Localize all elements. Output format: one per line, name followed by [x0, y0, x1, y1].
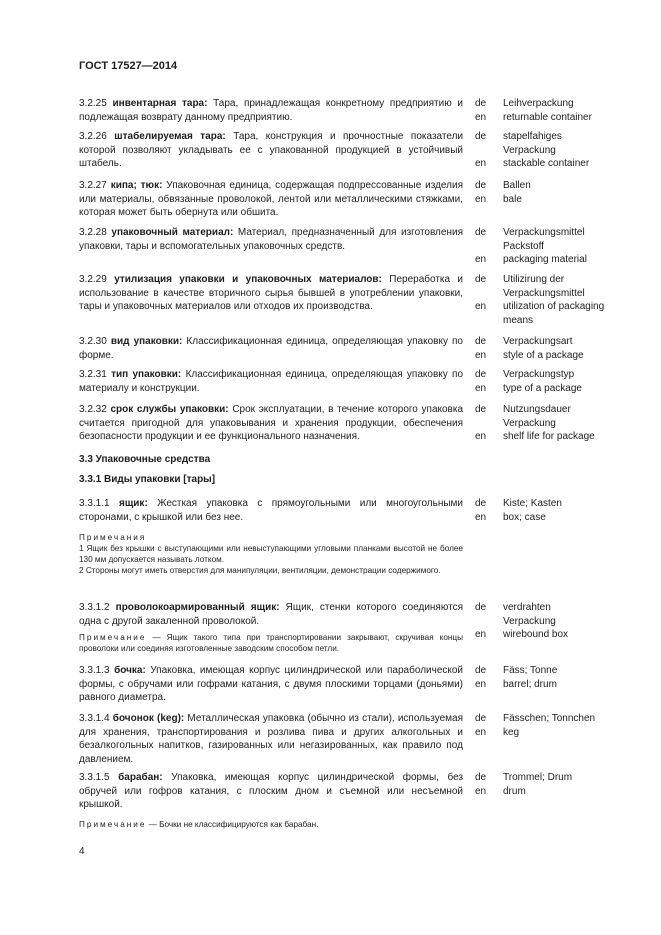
lang-codes: de en: [475, 602, 487, 640]
lang-codes: de en: [475, 336, 487, 361]
document-header: ГОСТ 17527—2014: [79, 60, 178, 72]
note-text: — Ящик такого типа при транспортировании закрывают, скручивая концы проволоки или соединяя изготовленные заводским способом петли.: [79, 633, 463, 653]
lang-codes: de en: [475, 369, 487, 394]
foreign-equivalents: Utilizirung der Verpackungsmittel utilization of packaging means: [503, 274, 605, 326]
term-entry: 3.2.29 утилизация упаковки и упаковочных материалов: Переработка и использование в качестве вторичного сырья бывшей в употреблении упаковки, тары и упаковочных материалов или отходов их производства.: [79, 274, 464, 312]
subsection-heading: 3.3.1 Виды упаковки [тары]: [79, 474, 216, 485]
foreign-equivalents: Nutzungsdauer Verpackung shelf life for package: [503, 404, 595, 442]
foreign-equivalents: Verpackungstyp type of a package: [503, 369, 582, 394]
note-block: [79, 632, 463, 654]
foreign-equivalents: Trommel; Drum drum: [503, 772, 573, 797]
term-entry: 3.3.1.5 барабан: Упаковка, имеющая корпус цилиндрической формы, без обручей или гофров катания, с плоским дном и съемной или несъемной крышкой.: [79, 772, 464, 810]
lang-codes: de en: [475, 98, 487, 123]
term-entry: 3.2.31 тип упаковки: Классификационная единица, определяющая упаковку по материалу и конструкции.: [79, 369, 464, 394]
note-title: Примечания: [79, 533, 147, 542]
note-item: 1 Ящик без крышки с выступающими или невыступающими угловыми планками высотой не более 130 мм допускается называть лотком.: [79, 544, 463, 564]
foreign-equivalents: Fäss; Tonne barrel; drum: [503, 665, 558, 690]
term-entry: 3.3.1.2 проволокоармированный ящик: Ящик, стенки которого соединяются одна с другой закаленной проволокой.: [79, 602, 464, 627]
lang-codes: de en: [475, 498, 487, 523]
lang-codes: de en: [475, 713, 487, 738]
term-entry: 3.2.27 кипа; тюк: Упаковочная единица, содержащая подпрессованные изделия или материалы, обвязанные проволокой, лентой или металлическими стяжками, которая может быть обернута или обшита.: [79, 180, 463, 218]
page-number: 4: [79, 846, 85, 857]
lang-codes: de en: [475, 131, 487, 169]
foreign-equivalents: Leihverpackung returnable container: [503, 98, 592, 123]
term-entry: 3.3.1.4 бочонок (keg): Металлическая упаковка (обычно из стали), используемая для хранения, транспортирования и розлива пива и других алкогольных и безалкогольных напитков, газированных или негазированных, как правило под давлением.: [79, 713, 464, 765]
lang-codes: de en: [475, 274, 487, 312]
foreign-equivalents: Verpackungsmittel Packstoff packaging material: [503, 227, 587, 265]
term-entry: 3.2.26 штабелируемая тара: Тара, конструкция и прочностные показатели которой позволяют укладывать ее с упакованной продукцией в устойчивый штабель.: [79, 131, 463, 169]
note-label: Примечание: [79, 633, 147, 642]
lang-codes: de en: [475, 772, 487, 797]
lang-codes: de en: [475, 180, 487, 205]
note-item: 2 Стороны могут иметь отверстия для манипуляции, вентиляции, демонстрации содержимого.: [79, 566, 441, 575]
term-entry: 3.2.30 вид упаковки: Классификационная единица, определяющая упаковку по форме.: [79, 336, 463, 361]
lang-codes: de en: [475, 404, 487, 442]
term-entry: 3.3.1.3 бочка: Упаковка, имеющая корпус цилиндрической или параболической формы, с обручами или гофрами катания, с двумя плоскими торцами (доньями) равного диаметра.: [79, 665, 464, 703]
section-heading: 3.3 Упаковочные средства: [79, 454, 211, 465]
note-block: [79, 819, 463, 830]
note-text: — Бочки не классифицируются как барабан.: [146, 820, 319, 829]
term-entry: 3.2.28 упаковочный материал: Материал, предназначенный для изготовления упаковки, тары и вспомогательных упаковочных средств.: [79, 227, 463, 252]
foreign-equivalents: verdrahten Verpackung wirebound box: [503, 602, 569, 640]
note-block: [79, 532, 463, 576]
term-entry: 3.2.32 срок службы упаковки: Срок эксплуатации, в течение которого упаковка считается пригодной для упаковывания и хранения продукции, обеспечения безопасности продукции и ее функционального назначения.: [79, 404, 464, 442]
lang-codes: de en: [475, 227, 487, 265]
lang-codes: de en: [475, 665, 487, 690]
foreign-equivalents: stapelfahiges Verpackung stackable container: [503, 131, 590, 169]
foreign-equivalents: Kiste; Kasten box; case: [503, 498, 562, 523]
foreign-equivalents: Ballen bale: [503, 180, 531, 205]
term-entry: 3.2.25 инвентарная тара: Тара, принадлежащая конкретному предприятию и подлежащая возврату данному предприятию.: [79, 98, 463, 123]
foreign-equivalents: Verpackungsart style of a package: [503, 336, 584, 361]
note-label: Примечание: [79, 820, 147, 829]
foreign-equivalents: Fässchen; Tonnchen keg: [503, 713, 596, 738]
term-entry: 3.3.1.1 ящик: Жесткая упаковка с прямоугольными или многоугольными сторонами, с крышкой или без нее.: [79, 498, 463, 523]
